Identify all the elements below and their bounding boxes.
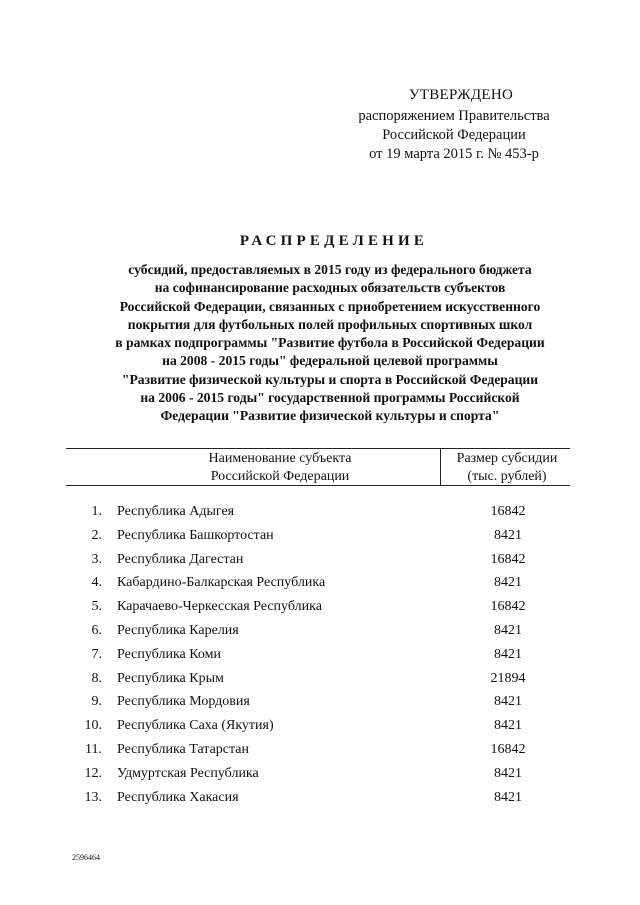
table-row — [0, 526, 640, 550]
row-subsidy-value: 8421 — [494, 527, 522, 543]
subtitle-line: на софинансирование расходных обязательств субъектов — [154, 280, 506, 296]
row-number: 6. — [91, 622, 102, 638]
table-row — [0, 764, 640, 788]
row-subsidy-value: 8421 — [494, 694, 522, 710]
table-header-name — [160, 450, 400, 486]
row-subsidy-value: 8421 — [494, 789, 522, 805]
subtitle-line: "Развитие физической культуры и спорта в Российской Федерации — [121, 371, 539, 387]
row-number: 10. — [84, 718, 102, 734]
document-subtitle — [30, 261, 630, 426]
row-region-name: Удмуртская Республика — [117, 765, 259, 781]
row-subsidy-value: 16842 — [490, 551, 526, 567]
row-number: 13. — [84, 789, 102, 805]
header-size-line-1: Размер субсидии — [456, 451, 558, 466]
subtitle-line: покрытия для футбольных полей профильных спортивных школ — [127, 316, 533, 332]
table-row — [0, 788, 640, 812]
row-number: 7. — [91, 646, 102, 662]
row-number: 12. — [84, 765, 102, 781]
subtitle-line: Российской Федерации, связанных с приобретением искусственного — [119, 298, 541, 314]
approved-label: УТВЕРЖДЕНО — [408, 87, 514, 103]
table-top-border — [66, 448, 570, 449]
document-title: РАСПРЕДЕЛЕНИЕ — [239, 233, 429, 249]
row-number: 5. — [91, 599, 102, 615]
table-row — [0, 502, 640, 526]
row-subsidy-value: 16842 — [490, 599, 526, 615]
subtitle-line: в рамках подпрограммы "Развитие футбола в Российской Федерации — [115, 335, 545, 351]
row-region-name: Карачаево-Черкесская Республика — [117, 599, 322, 615]
row-number: 3. — [91, 551, 102, 567]
header-name-line-2: Российской Федерации — [210, 469, 350, 484]
row-region-name: Республика Мордовия — [117, 694, 250, 710]
table-header-divider — [440, 448, 441, 485]
table-row — [0, 573, 640, 597]
subtitle-line: на 2006 - 2015 годы" государственной программы Российской — [140, 390, 520, 406]
row-subsidy-value: 8421 — [494, 622, 522, 638]
row-region-name: Республика Дагестан — [117, 551, 244, 567]
approval-line-3: от 19 марта 2015 г. № 453-р — [369, 146, 539, 162]
row-region-name: Республика Коми — [117, 646, 221, 662]
row-number: 9. — [91, 694, 102, 710]
table-row — [0, 645, 640, 669]
document-stamp-number: 2596464 — [72, 853, 100, 862]
row-region-name: Республика Крым — [117, 670, 224, 686]
row-number: 2. — [91, 527, 102, 543]
table-row — [0, 669, 640, 693]
subtitle-line: Федерации "Развитие физической культуры и спорта" — [160, 408, 500, 424]
header-name-line-1: Наименование субъекта — [208, 451, 352, 466]
approval-line-2: Российской Федерации — [382, 127, 526, 143]
table-row — [0, 550, 640, 574]
row-subsidy-value: 8421 — [494, 646, 522, 662]
header-size-line-2: (тыс. рублей) — [467, 469, 547, 484]
table-row — [0, 597, 640, 621]
row-region-name: Республика Адыгея — [117, 504, 235, 519]
row-region-name: Республика Карелия — [117, 622, 239, 638]
row-region-name: Республика Башкортостан — [117, 527, 274, 543]
row-subsidy-value: 21894 — [490, 670, 526, 686]
subtitle-line: на 2008 - 2015 годы" федеральной целевой программы — [162, 353, 498, 369]
row-subsidy-value: 8421 — [494, 765, 522, 781]
table-row — [0, 716, 640, 740]
table-row — [0, 621, 640, 645]
table-row — [0, 740, 640, 764]
row-region-name: Республика Татарстан — [117, 741, 250, 757]
row-subsidy-value: 8421 — [494, 718, 522, 734]
approval-line-1: распоряжением Правительства — [358, 108, 550, 124]
row-number: 4. — [91, 575, 102, 591]
subtitle-line: субсидий, предоставляемых в 2015 году из федерального бюджета — [128, 262, 532, 277]
row-subsidy-value: 8421 — [494, 575, 522, 591]
table-row — [0, 692, 640, 716]
row-subsidy-value: 16842 — [490, 741, 526, 757]
row-region-name: Республика Хакасия — [117, 789, 239, 805]
approval-block — [340, 86, 568, 164]
row-subsidy-value: 16842 — [490, 504, 526, 519]
table-body — [0, 502, 640, 811]
table-header-size — [444, 450, 570, 486]
row-number: 11. — [85, 741, 102, 757]
row-number: 1. — [91, 504, 102, 519]
row-number: 8. — [91, 670, 102, 686]
row-region-name: Республика Саха (Якутия) — [117, 718, 274, 734]
row-region-name: Кабардино-Балкарская Республика — [117, 575, 326, 591]
